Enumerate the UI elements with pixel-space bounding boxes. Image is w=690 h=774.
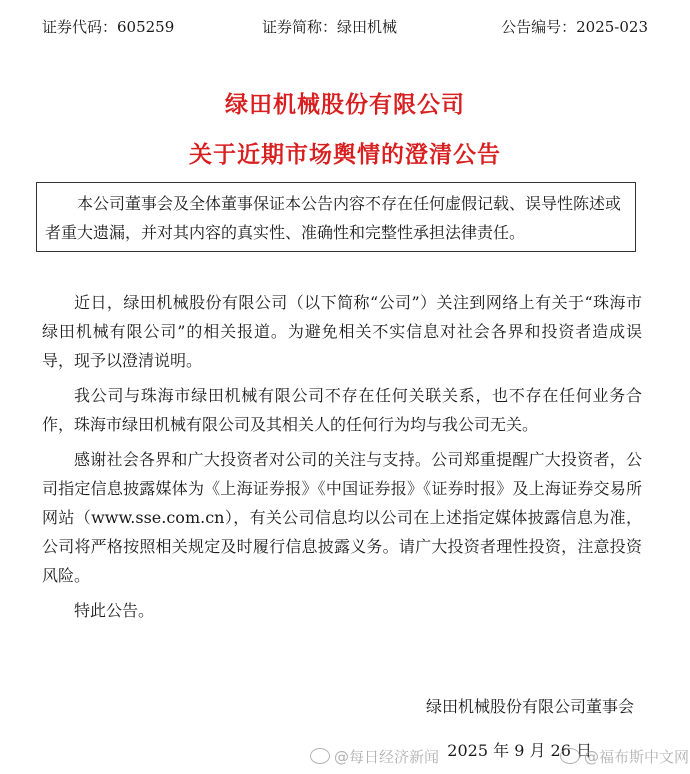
body-paragraph-4: 特此公告。 <box>74 601 155 620</box>
weibo-icon <box>560 748 580 764</box>
notice-body <box>42 288 642 631</box>
watermark-left <box>310 746 439 767</box>
notice-title: 关于近期市场舆情的澄清公告 <box>189 142 501 168</box>
stock-code: 证券代码：605259 <box>42 18 175 36</box>
watermark-right-text: @福布斯中文网 <box>584 748 690 766</box>
signature-org: 绿田机械股份有限公司董事会 <box>425 697 634 716</box>
weibo-icon <box>310 748 330 764</box>
disclaimer-box <box>36 182 636 252</box>
company-title: 绿田机械股份有限公司 <box>225 92 465 118</box>
disclaimer-text: 本公司董事会及全体董事保证本公告内容不存在任何虚假记载、误导性陈述或者重大遗漏，并对其内容的真实性、准确性和完整性承担法律责任。 <box>45 194 622 242</box>
header-line <box>0 16 690 40</box>
watermark-right <box>560 746 689 767</box>
stock-abbreviation: 证券简称：绿田机械 <box>262 18 398 36</box>
notice-number: 公告编号：2025-023 <box>501 18 648 36</box>
body-paragraph-1: 近日，绿田机械股份有限公司（以下简称“公司”）关注到网络上有关于“珠海市绿田机械有限公司”的相关报道。为避免相关不实信息对社会各界和投资者造成误导，现予以澄清说明。 <box>42 293 642 370</box>
body-paragraph-3: 感谢社会各界和广大投资者对公司的关注与支持。公司郑重提醒广大投资者，公司指定信息披露媒体为《上海证券报》《中国证券报》《证券时报》及上海证券交易所网站（www.sse.com.cn），有关公司信息均以公司在上述指定媒体披露信息为准，公司将严格按照相关规定及时履行信息披露义务。请广大投资者理性投资，注意投资风险。 <box>42 450 642 585</box>
signature-date: 2025 年 9 月 26 日 <box>447 741 592 760</box>
body-paragraph-2: 我公司与珠海市绿田机械有限公司不存在任何关联关系，也不存在任何业务合作，珠海市绿田机械有限公司及其相关人的任何行为均与我公司无关。 <box>42 386 642 434</box>
watermark-left-text: @每日经济新闻 <box>334 748 440 766</box>
